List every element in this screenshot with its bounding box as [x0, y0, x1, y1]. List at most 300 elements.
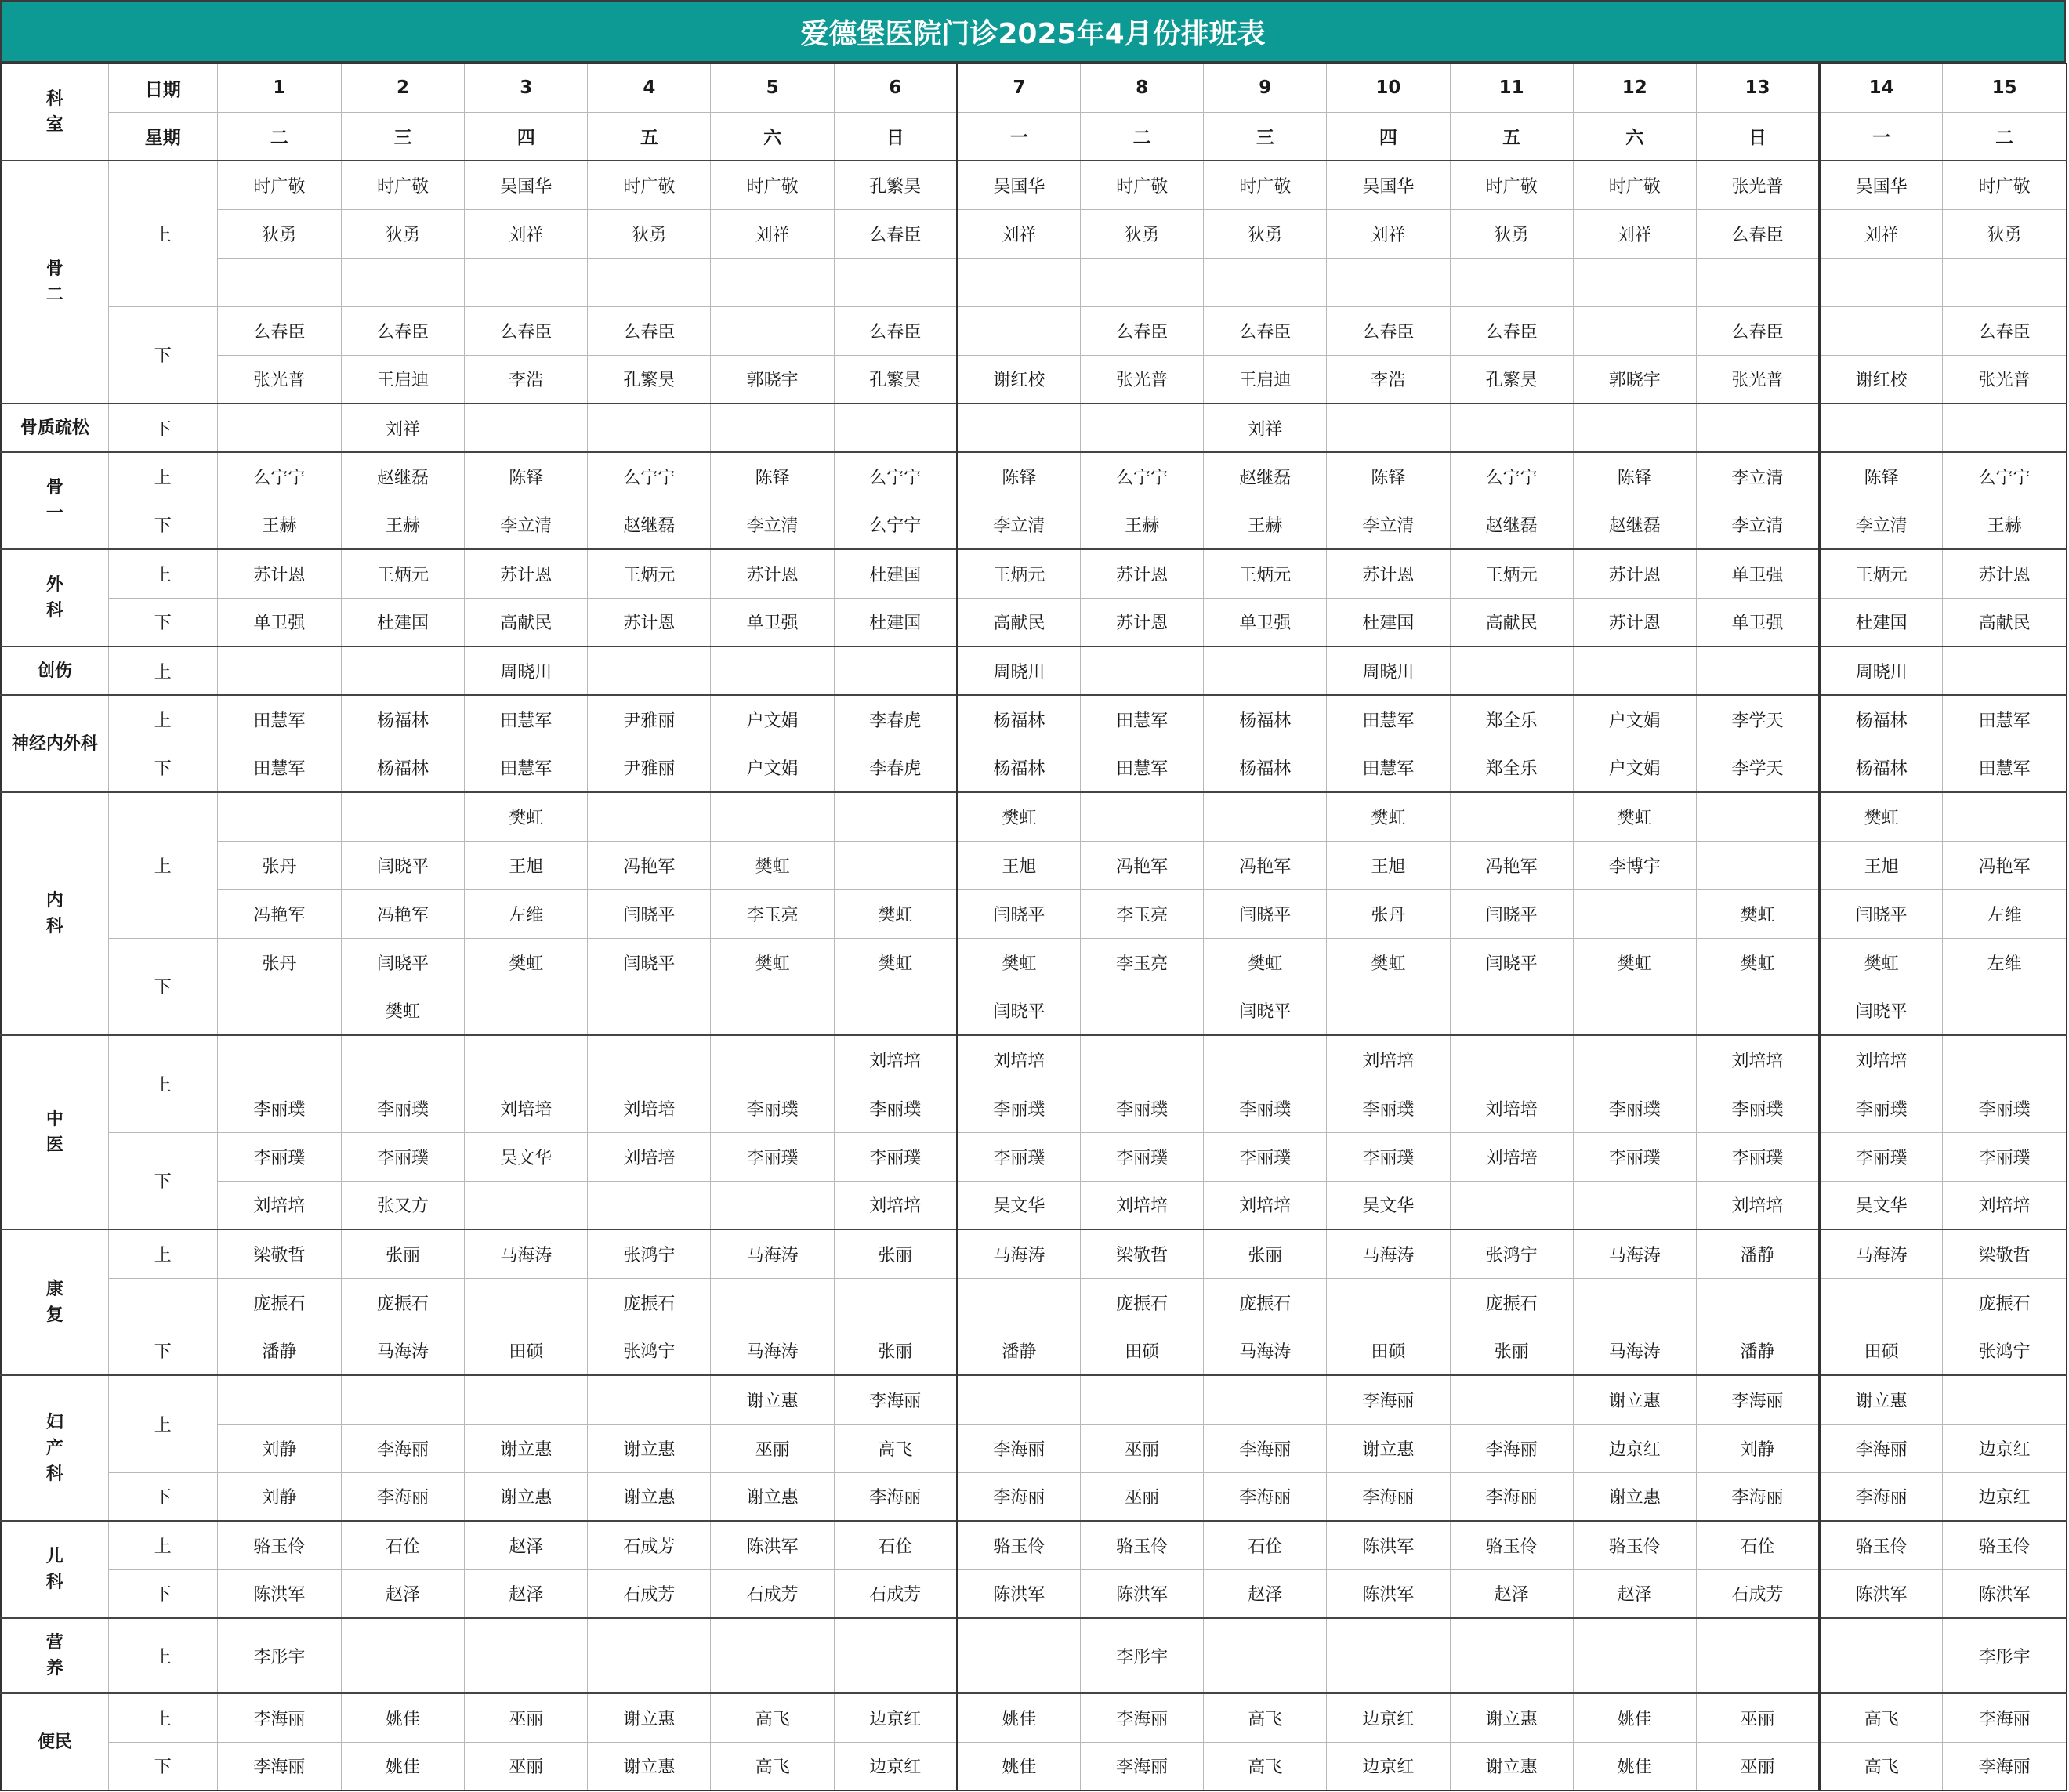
doctor-cell: 姚佳	[1573, 1742, 1696, 1790]
doctor-cell	[834, 1278, 957, 1327]
schedule-row	[1, 1327, 2067, 1375]
doctor-cell: 闫晓平	[1204, 889, 1327, 938]
doctor-cell: 李玉亮	[1081, 938, 1204, 987]
period-cell: 上	[108, 161, 217, 306]
schedule-row	[1, 1472, 2067, 1521]
period-cell: 上	[108, 1035, 217, 1132]
doctor-cell: 马海涛	[465, 1229, 588, 1278]
doctor-cell: 马海涛	[1820, 1229, 1943, 1278]
doctor-cell: 樊虹	[1820, 938, 1943, 987]
doctor-cell: 么春臣	[1696, 209, 1819, 258]
doctor-cell	[1450, 1181, 1573, 1229]
doctor-cell: 李玉亮	[711, 889, 834, 938]
doctor-cell: 田硕	[1081, 1327, 1204, 1375]
doctor-cell	[1573, 404, 1696, 452]
doctor-cell: 李海丽	[1820, 1472, 1943, 1521]
doctor-cell: 赵泽	[1573, 1569, 1696, 1618]
department-cell: 骨质疏松	[1, 404, 108, 452]
doctor-cell: 陈洪军	[957, 1569, 1080, 1618]
doctor-cell: 闫晓平	[957, 987, 1080, 1035]
doctor-cell: 马海涛	[711, 1229, 834, 1278]
doctor-cell: 吴国华	[1820, 161, 1943, 209]
doctor-cell	[588, 792, 711, 841]
doctor-cell: 孔繁昊	[1450, 355, 1573, 404]
schedule-row	[1, 889, 2067, 938]
schedule-table	[0, 63, 2067, 1791]
doctor-cell	[1081, 1375, 1204, 1424]
doctor-cell: 么宁宁	[834, 501, 957, 549]
doctor-cell: 张鸿宁	[1450, 1229, 1573, 1278]
header-date-row	[1, 63, 2067, 112]
doctor-cell: 张光普	[1943, 355, 2067, 404]
doctor-cell	[1573, 306, 1696, 355]
doctor-cell: 庞振石	[341, 1278, 464, 1327]
doctor-cell: 樊虹	[1327, 938, 1450, 987]
dept-header: 科 室	[1, 63, 108, 161]
doctor-cell: 时广敬	[1450, 161, 1573, 209]
doctor-cell: 么宁宁	[1943, 452, 2067, 501]
doctor-cell: 谢立惠	[588, 1742, 711, 1790]
doctor-cell	[1081, 1035, 1204, 1084]
doctor-cell	[1696, 792, 1819, 841]
schedule-row	[1, 792, 2067, 841]
doctor-cell: 刘静	[217, 1424, 341, 1472]
doctor-cell: 谢红校	[957, 355, 1080, 404]
doctor-cell: 李浩	[465, 355, 588, 404]
department-cell: 外 科	[1, 549, 108, 646]
doctor-cell: 李海丽	[1204, 1424, 1327, 1472]
doctor-cell: 刘培培	[957, 1035, 1080, 1084]
doctor-cell	[1696, 646, 1819, 695]
doctor-cell: 时广敬	[1573, 161, 1696, 209]
schedule-row	[1, 258, 2067, 306]
period-cell: 下	[108, 404, 217, 452]
doctor-cell: 闫晓平	[341, 841, 464, 889]
doctor-cell: 陈铎	[1573, 452, 1696, 501]
doctor-cell: 郑全乐	[1450, 695, 1573, 744]
schedule-row	[1, 1569, 2067, 1618]
doctor-cell	[1820, 404, 1943, 452]
doctor-cell: 庞振石	[217, 1278, 341, 1327]
doctor-cell: 谢红校	[1820, 355, 1943, 404]
doctor-cell: 闫晓平	[957, 889, 1080, 938]
doctor-cell: 李丽璞	[1081, 1084, 1204, 1132]
doctor-cell: 么宁宁	[1081, 452, 1204, 501]
doctor-cell: 李海丽	[1696, 1472, 1819, 1521]
doctor-cell: 石成芳	[1696, 1569, 1819, 1618]
doctor-cell: 樊虹	[1696, 889, 1819, 938]
doctor-cell: 单卫强	[1204, 598, 1327, 646]
period-cell: 下	[108, 1472, 217, 1521]
doctor-cell: 户文娟	[711, 695, 834, 744]
doctor-cell: 李海丽	[341, 1472, 464, 1521]
department-cell: 内 科	[1, 792, 108, 1035]
doctor-cell: 王炳元	[1204, 549, 1327, 598]
doctor-cell	[588, 1035, 711, 1084]
doctor-cell: 张光普	[1081, 355, 1204, 404]
doctor-cell: 李丽璞	[1573, 1084, 1696, 1132]
doctor-cell: 李海丽	[1327, 1472, 1450, 1521]
doctor-cell: 冯艳军	[1450, 841, 1573, 889]
doctor-cell: 谢立惠	[1573, 1375, 1696, 1424]
doctor-cell: 刘培培	[834, 1181, 957, 1229]
doctor-cell: 杨福林	[341, 744, 464, 792]
doctor-cell: 吴国华	[1327, 161, 1450, 209]
doctor-cell: 谢立惠	[1450, 1742, 1573, 1790]
doctor-cell: 樊虹	[1327, 792, 1450, 841]
doctor-cell	[1696, 258, 1819, 306]
doctor-cell	[1573, 987, 1696, 1035]
doctor-cell: 李丽璞	[834, 1132, 957, 1181]
doctor-cell: 赵继磊	[588, 501, 711, 549]
doctor-cell	[588, 646, 711, 695]
doctor-cell	[1573, 1035, 1696, 1084]
department-cell: 创伤	[1, 646, 108, 695]
weekday-cell: 二	[217, 112, 341, 161]
doctor-cell	[217, 404, 341, 452]
date-cell: 2	[341, 63, 464, 112]
doctor-cell: 赵泽	[341, 1569, 464, 1618]
doctor-cell: 李海丽	[957, 1424, 1080, 1472]
doctor-cell: 刘培培	[1081, 1181, 1204, 1229]
doctor-cell: 张鸿宁	[588, 1327, 711, 1375]
doctor-cell: 狄勇	[1204, 209, 1327, 258]
doctor-cell	[711, 1278, 834, 1327]
doctor-cell: 杨福林	[1204, 744, 1327, 792]
doctor-cell: 杨福林	[341, 695, 464, 744]
doctor-cell	[711, 404, 834, 452]
doctor-cell	[1820, 1278, 1943, 1327]
doctor-cell: 刘培培	[1943, 1181, 2067, 1229]
doctor-cell: 时广敬	[1081, 161, 1204, 209]
doctor-cell: 么春臣	[465, 306, 588, 355]
doctor-cell: 姚佳	[341, 1742, 464, 1790]
doctor-cell	[711, 646, 834, 695]
doctor-cell: 李丽璞	[834, 1084, 957, 1132]
doctor-cell	[465, 1181, 588, 1229]
schedule-row	[1, 452, 2067, 501]
doctor-cell: 田慧军	[1327, 695, 1450, 744]
doctor-cell	[834, 404, 957, 452]
doctor-cell	[1204, 258, 1327, 306]
doctor-cell: 王炳元	[341, 549, 464, 598]
doctor-cell: 潘静	[217, 1327, 341, 1375]
doctor-cell: 冯艳军	[1204, 841, 1327, 889]
doctor-cell: 李海丽	[1327, 1375, 1450, 1424]
doctor-cell: 刘祥	[465, 209, 588, 258]
doctor-cell: 王旭	[465, 841, 588, 889]
doctor-cell: 时广敬	[217, 161, 341, 209]
doctor-cell	[1573, 258, 1696, 306]
schedule-row	[1, 1693, 2067, 1742]
doctor-cell: 么宁宁	[588, 452, 711, 501]
doctor-cell	[1573, 889, 1696, 938]
weekday-cell: 五	[1450, 112, 1573, 161]
doctor-cell	[1943, 404, 2067, 452]
doctor-cell: 王赫	[217, 501, 341, 549]
doctor-cell	[1943, 1035, 2067, 1084]
doctor-cell: 陈铎	[711, 452, 834, 501]
doctor-cell: 边京红	[834, 1693, 957, 1742]
doctor-cell: 闫晓平	[1450, 889, 1573, 938]
doctor-cell: 么宁宁	[1450, 452, 1573, 501]
doctor-cell: 田慧军	[1081, 695, 1204, 744]
doctor-cell: 刘祥	[711, 209, 834, 258]
doctor-cell: 杜建国	[341, 598, 464, 646]
doctor-cell: 陈洪军	[711, 1521, 834, 1569]
doctor-cell	[465, 1618, 588, 1693]
date-cell: 6	[834, 63, 957, 112]
doctor-cell	[588, 1181, 711, 1229]
schedule-row	[1, 306, 2067, 355]
doctor-cell: 苏计恩	[465, 549, 588, 598]
doctor-cell: 樊虹	[1820, 792, 1943, 841]
doctor-cell: 刘培培	[1450, 1084, 1573, 1132]
doctor-cell: 狄勇	[217, 209, 341, 258]
doctor-cell	[1204, 1375, 1327, 1424]
doctor-cell	[957, 258, 1080, 306]
schedule-row	[1, 1618, 2067, 1693]
doctor-cell	[341, 258, 464, 306]
doctor-cell: 樊虹	[1573, 938, 1696, 987]
doctor-cell: 田慧军	[465, 744, 588, 792]
doctor-cell: 时广敬	[1943, 161, 2067, 209]
doctor-cell: 李丽璞	[711, 1132, 834, 1181]
doctor-cell: 张丽	[834, 1229, 957, 1278]
doctor-cell: 么春臣	[1081, 306, 1204, 355]
doctor-cell: 马海涛	[1204, 1327, 1327, 1375]
doctor-cell: 吴国华	[465, 161, 588, 209]
doctor-cell: 田硕	[465, 1327, 588, 1375]
doctor-cell: 庞振石	[588, 1278, 711, 1327]
doctor-cell: 闫晓平	[1204, 987, 1327, 1035]
doctor-cell	[834, 1618, 957, 1693]
doctor-cell: 陈洪军	[1327, 1521, 1450, 1569]
doctor-cell: 潘静	[1696, 1229, 1819, 1278]
doctor-cell	[1573, 646, 1696, 695]
doctor-cell: 杜建国	[834, 549, 957, 598]
date-cell: 3	[465, 63, 588, 112]
doctor-cell: 尹雅丽	[588, 695, 711, 744]
doctor-cell	[1696, 987, 1819, 1035]
doctor-cell	[341, 792, 464, 841]
doctor-cell	[711, 258, 834, 306]
doctor-cell	[217, 1375, 341, 1424]
doctor-cell: 闫晓平	[341, 938, 464, 987]
period-cell: 下	[108, 1327, 217, 1375]
doctor-cell: 吴文华	[1820, 1181, 1943, 1229]
doctor-cell: 周晓川	[957, 646, 1080, 695]
schedule-row	[1, 646, 2067, 695]
doctor-cell: 高飞	[1204, 1742, 1327, 1790]
date-cell: 5	[711, 63, 834, 112]
doctor-cell: 巫丽	[1081, 1472, 1204, 1521]
doctor-cell: 苏计恩	[1081, 549, 1204, 598]
doctor-cell: 王炳元	[1820, 549, 1943, 598]
period-cell: 上	[108, 646, 217, 695]
doctor-cell: 李海丽	[1696, 1375, 1819, 1424]
doctor-cell: 闫晓平	[588, 889, 711, 938]
doctor-cell	[1081, 987, 1204, 1035]
doctor-cell	[1573, 1181, 1696, 1229]
doctor-cell	[957, 1278, 1080, 1327]
doctor-cell	[1943, 792, 2067, 841]
doctor-cell: 刘培培	[1820, 1035, 1943, 1084]
doctor-cell: 边京红	[1573, 1424, 1696, 1472]
doctor-cell: 高飞	[1820, 1742, 1943, 1790]
doctor-cell: 高飞	[1820, 1693, 1943, 1742]
doctor-cell: 刘静	[1696, 1424, 1819, 1472]
doctor-cell: 马海涛	[957, 1229, 1080, 1278]
doctor-cell: 边京红	[834, 1742, 957, 1790]
doctor-cell: 李学天	[1696, 744, 1819, 792]
doctor-cell	[341, 1375, 464, 1424]
doctor-cell: 赵泽	[1450, 1569, 1573, 1618]
doctor-cell: 狄勇	[588, 209, 711, 258]
doctor-cell	[1327, 987, 1450, 1035]
doctor-cell: 李立清	[711, 501, 834, 549]
doctor-cell	[217, 987, 341, 1035]
doctor-cell: 王赫	[1943, 501, 2067, 549]
doctor-cell: 李丽璞	[1943, 1084, 2067, 1132]
doctor-cell: 杨福林	[1820, 695, 1943, 744]
doctor-cell: 苏计恩	[588, 598, 711, 646]
doctor-cell: 张光普	[217, 355, 341, 404]
doctor-cell: 刘培培	[588, 1132, 711, 1181]
doctor-cell: 左维	[465, 889, 588, 938]
doctor-cell: 樊虹	[1204, 938, 1327, 987]
weekday-cell: 二	[1943, 112, 2067, 161]
doctor-cell: 刘静	[217, 1472, 341, 1521]
doctor-cell: 周晓川	[1327, 646, 1450, 695]
doctor-cell: 田硕	[1820, 1327, 1943, 1375]
doctor-cell: 苏计恩	[1081, 598, 1204, 646]
doctor-cell: 田慧军	[1327, 744, 1450, 792]
doctor-cell: 马海涛	[711, 1327, 834, 1375]
doctor-cell: 李海丽	[957, 1472, 1080, 1521]
doctor-cell: 陈洪军	[1820, 1569, 1943, 1618]
doctor-cell: 巫丽	[1696, 1742, 1819, 1790]
doctor-cell: 谢立惠	[1820, 1375, 1943, 1424]
doctor-cell	[588, 987, 711, 1035]
doctor-cell: 冯艳军	[1943, 841, 2067, 889]
doctor-cell: 巫丽	[711, 1424, 834, 1472]
doctor-cell: 巫丽	[1081, 1424, 1204, 1472]
doctor-cell: 李玉亮	[1081, 889, 1204, 938]
doctor-cell: 石成芳	[711, 1569, 834, 1618]
doctor-cell: 王赫	[1204, 501, 1327, 549]
date-cell: 10	[1327, 63, 1450, 112]
schedule-row	[1, 938, 2067, 987]
doctor-cell: 樊虹	[465, 938, 588, 987]
doctor-cell: 赵泽	[465, 1569, 588, 1618]
doctor-cell: 左维	[1943, 889, 2067, 938]
weekday-cell: 日	[1696, 112, 1819, 161]
doctor-cell: 杨福林	[957, 744, 1080, 792]
doctor-cell: 李丽璞	[1204, 1084, 1327, 1132]
schedule-row	[1, 744, 2067, 792]
doctor-cell: 苏计恩	[1327, 549, 1450, 598]
date-cell: 11	[1450, 63, 1573, 112]
doctor-cell	[834, 646, 957, 695]
doctor-cell: 李丽璞	[1820, 1132, 1943, 1181]
doctor-cell: 吴文华	[1327, 1181, 1450, 1229]
doctor-cell: 谢立惠	[588, 1424, 711, 1472]
department-cell: 儿 科	[1, 1521, 108, 1618]
weekday-cell: 四	[465, 112, 588, 161]
doctor-cell: 樊虹	[465, 792, 588, 841]
schedule-row	[1, 209, 2067, 258]
doctor-cell	[465, 258, 588, 306]
doctor-cell: 谢立惠	[711, 1375, 834, 1424]
doctor-cell	[1573, 1618, 1696, 1693]
weekday-cell: 三	[341, 112, 464, 161]
weekday-cell: 三	[1204, 112, 1327, 161]
doctor-cell	[1204, 646, 1327, 695]
doctor-cell: 边京红	[1327, 1742, 1450, 1790]
doctor-cell	[588, 404, 711, 452]
doctor-cell: 么春臣	[1204, 306, 1327, 355]
doctor-cell	[1943, 258, 2067, 306]
period-cell: 上	[108, 792, 217, 938]
doctor-cell: 苏计恩	[1573, 549, 1696, 598]
weekday-cell: 五	[588, 112, 711, 161]
doctor-cell: 田硕	[1327, 1327, 1450, 1375]
doctor-cell: 闫晓平	[588, 938, 711, 987]
schedule-row	[1, 841, 2067, 889]
doctor-cell: 李海丽	[217, 1742, 341, 1790]
doctor-cell: 梁敬哲	[1943, 1229, 2067, 1278]
doctor-cell: 王炳元	[1450, 549, 1573, 598]
doctor-cell: 李丽璞	[341, 1084, 464, 1132]
doctor-cell	[957, 1375, 1080, 1424]
doctor-cell: 高献民	[1450, 598, 1573, 646]
period-cell: 下	[108, 1742, 217, 1790]
doctor-cell: 李丽璞	[1696, 1084, 1819, 1132]
doctor-cell: 李丽璞	[217, 1132, 341, 1181]
schedule-row	[1, 1181, 2067, 1229]
doctor-cell: 李浩	[1327, 355, 1450, 404]
date-cell: 7	[957, 63, 1080, 112]
doctor-cell: 李丽璞	[1204, 1132, 1327, 1181]
doctor-cell: 尹雅丽	[588, 744, 711, 792]
date-cell: 8	[1081, 63, 1204, 112]
doctor-cell: 姚佳	[957, 1693, 1080, 1742]
doctor-cell: 李立清	[1696, 501, 1819, 549]
period-cell: 下	[108, 598, 217, 646]
doctor-cell: 李丽璞	[711, 1084, 834, 1132]
doctor-cell: 李海丽	[1820, 1424, 1943, 1472]
doctor-cell: 李丽璞	[1943, 1132, 2067, 1181]
doctor-cell: 李丽璞	[341, 1132, 464, 1181]
doctor-cell: 么春臣	[834, 306, 957, 355]
doctor-cell: 姚佳	[957, 1742, 1080, 1790]
doctor-cell	[217, 1035, 341, 1084]
doctor-cell: 狄勇	[341, 209, 464, 258]
doctor-cell: 李海丽	[1450, 1472, 1573, 1521]
doctor-cell	[1696, 404, 1819, 452]
doctor-cell: 张光普	[1696, 355, 1819, 404]
period-cell: 上	[108, 452, 217, 501]
doctor-cell: 苏计恩	[711, 549, 834, 598]
doctor-cell	[588, 1618, 711, 1693]
doctor-cell: 谢立惠	[465, 1472, 588, 1521]
doctor-cell: 李立清	[957, 501, 1080, 549]
doctor-cell	[1573, 1278, 1696, 1327]
doctor-cell: 潘静	[957, 1327, 1080, 1375]
doctor-cell: 刘培培	[217, 1181, 341, 1229]
doctor-cell: 陈洪军	[1943, 1569, 2067, 1618]
